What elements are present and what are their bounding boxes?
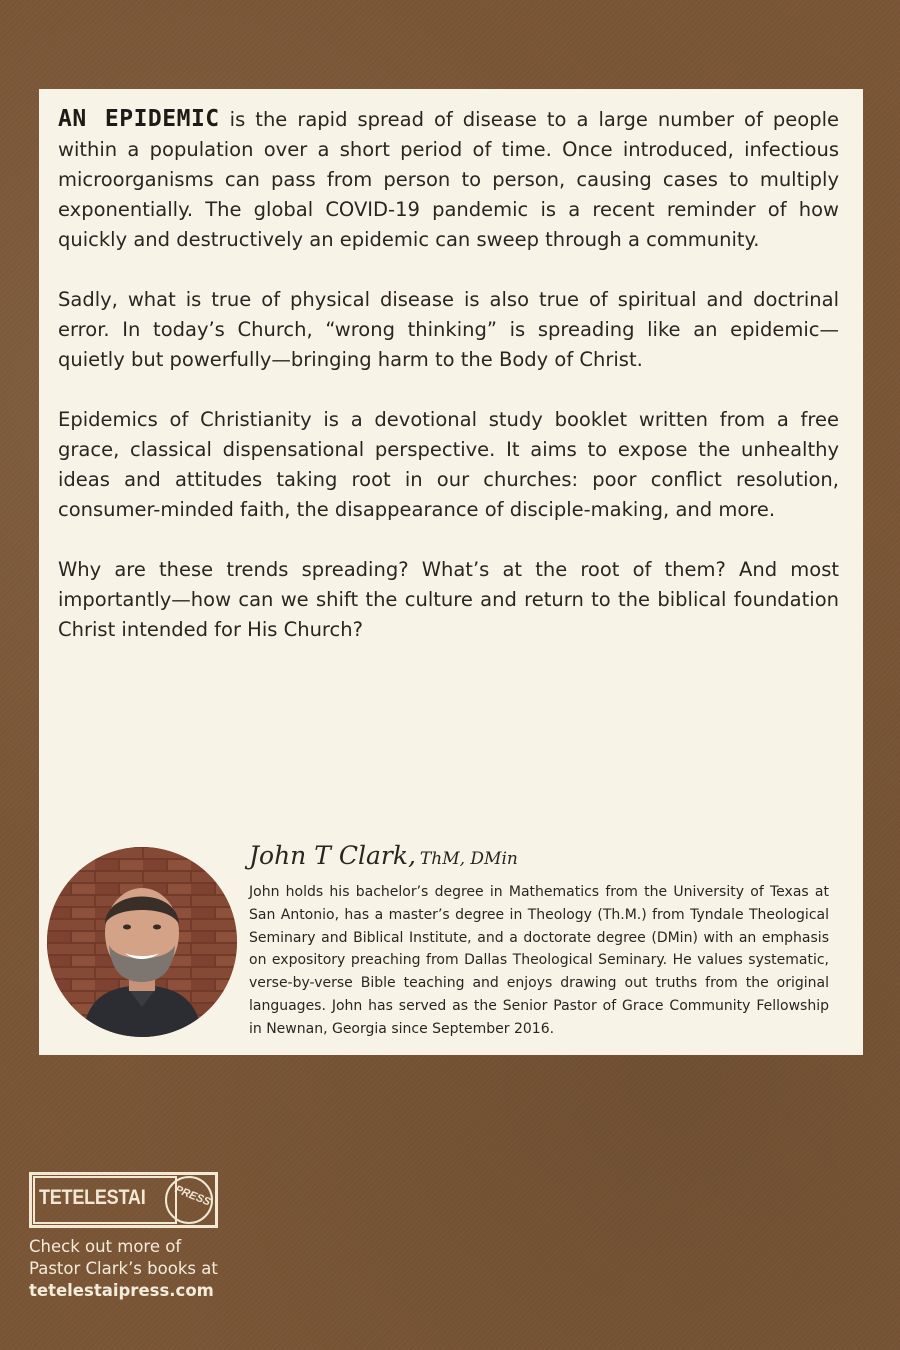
back-cover-panel bbox=[39, 89, 863, 1055]
intro-lead: AN EPIDEMIC bbox=[58, 106, 220, 132]
publisher-promo bbox=[29, 1236, 218, 1302]
publisher-logo[interactable] bbox=[29, 1172, 218, 1228]
author-name-text: John T Clark, bbox=[249, 841, 416, 870]
promo-line-1: Check out more of bbox=[29, 1237, 182, 1256]
paragraph-3: Epidemics of Christianity is a devotional study booklet written from a free grace, classical dispensational perspective. It aims to expose the unhealthy ideas and attitudes taking root in our churches: poor conflict resolution, consumer-minded faith, the disappearance of disciple-making, and more. bbox=[58, 408, 839, 521]
logo-press: PRESS bbox=[173, 1183, 213, 1209]
author-credentials: ThM, DMin bbox=[419, 849, 518, 869]
promo-line-2: Pastor Clark’s books at bbox=[29, 1259, 218, 1278]
publisher-url-link[interactable]: tetelestaipress.com bbox=[29, 1281, 214, 1300]
author-name bbox=[249, 841, 518, 870]
author-portrait-icon bbox=[47, 847, 237, 1037]
intro-rest: is the rapid spread of disease to a large number of people within a population over a short period of time. Once introduced, infectious microorganisms can pass from person to person, causing cases to multiply exponentially. The global COVID-19 pandemic is a recent reminder of how quickly and destructively an epidemic can sweep through a community. bbox=[58, 108, 839, 251]
intro-paragraph bbox=[58, 104, 839, 255]
logo-wordmark: TETELESTAI bbox=[39, 1186, 146, 1209]
paragraph-4: Why are these trends spreading? What’s at the root of them? And most importantly—how can we shift the culture and return to the biblical foundation Christ intended for His Church? bbox=[58, 558, 839, 641]
description-text bbox=[58, 104, 839, 675]
paragraph-2: Sadly, what is true of physical disease is also true of spiritual and doctrinal error. In today’s Church, “wrong thinking” is spreading like an epidemic—quietly but powerfully—bringing harm to the Body of Christ. bbox=[58, 288, 839, 371]
author-photo bbox=[47, 847, 237, 1037]
author-bio: John holds his bachelor’s degree in Mathematics from the University of Texas at San Antonio, has a master’s degree in Theology (Th.M.) from Tyndale Theological Seminary and Biblical Institute, and a doctorate degree (DMin) with an emphasis on expository preaching from Dallas Theological Seminary. He values systematic, verse-by-verse Bible teaching and enjoys drawing out truths from the original languages. John has served as the Senior Pastor of Grace Community Fellowship in Newnan, Georgia since September 2016. bbox=[249, 884, 829, 1037]
